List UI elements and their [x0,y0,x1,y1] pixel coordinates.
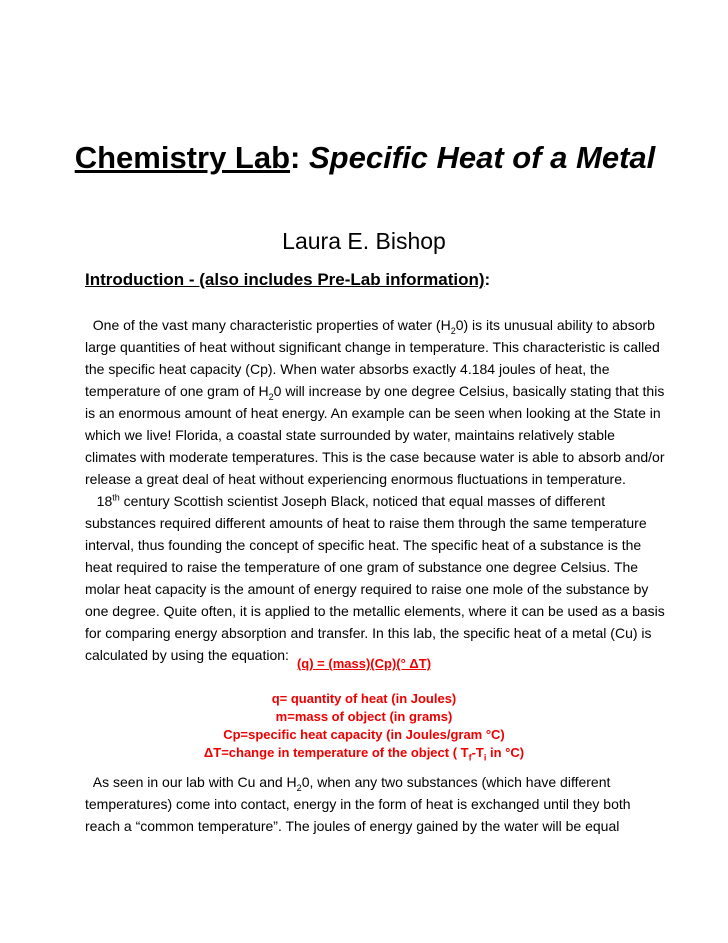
definition-delta-t-c: in °C) [486,745,525,760]
paragraph-1 [85,314,665,490]
paragraph-3 [85,771,665,837]
intro-heading-colon: : [484,270,491,289]
paragraph-2-text-b: century Scottish scientist Joseph Black, noticed that equal masses of different substances required different amounts of heat to raise them through the same temperature interval, thus founding the concept of specific heat. The specific heat of a substance is the heat required to raise the temperature of one gram of substance one degree Celsius. The molar heat capacity is the amount of energy required to raise one mole of the substance by one degree. Quite often, it is applied to the metallic elements, where it can be used as a basis for comparing energy absorption and transfer. In this lab, the specific heat of a metal (Cu) is calculated by using the equation: [85,493,665,663]
paragraph-2-superscript: th [112,492,120,503]
intro-body [85,314,665,666]
paragraph-1-text-a: One of the vast many characteristic properties of water (H [85,317,451,333]
title-subtitle: Specific Heat of a Metal [309,140,656,175]
title-colon: : [290,140,301,175]
author-name: Laura E. Bishop [282,228,446,254]
page-title [60,138,670,178]
intro-heading [85,269,490,291]
definition-delta-t-sub-i: i [483,752,487,763]
definition-delta-t-sub-f: f [468,752,472,763]
intro-heading-label: Introduction - (also includes Pre-Lab information) [85,270,485,289]
definition-delta-t [0,744,728,762]
paragraph-1-text-b: 0) is its unusual ability to absorb large quantities of heat without significant change in temperature. This characteristic is called the specific heat capacity (Cp). When water absorbs exactly 4.184 joules of heat, the temperature of one gram of H [85,317,660,399]
definition-cp: Cp=specific heat capacity (in Joules/gram °C) [223,727,505,742]
paragraph-1-subscript-2: 2 [268,391,274,402]
paragraph-3-subscript: 2 [296,782,302,793]
closing-body [85,771,665,837]
definition-delta-t-b: -T [471,745,484,760]
paragraph-3-text-a: As seen in our lab with Cu and H [85,774,297,790]
definition-delta-t-a: ΔT=change in temperature of the object ( T [203,745,469,760]
paragraph-3-text-b: 0, when any two substances (which have different temperatures) come into contact, energy in the form of heat is exchanged until they both reach a “common temperature”. The joules of energy gained by the water will be equal [85,774,631,834]
paragraph-1-text-c: 0 will increase by one degree Celsius, basically stating that this is an enormous amount of heat energy. An example can be seen when looking at the State in which we live! Florida, a coastal state surrounded by water, maintains relatively stable climates with moderate temperatures. This is the case because water is able to absorb and/or release a great deal of heat without experiencing enormous fluctuations in temperature. [85,383,665,487]
variable-definitions [0,690,728,762]
paragraph-2 [85,490,665,666]
equation [0,656,728,671]
paragraph-1-subscript-1: 2 [450,325,456,336]
definition-m: m=mass of object (in grams) [275,709,453,724]
definition-q: q= quantity of heat (in Joules) [271,691,457,706]
title-main: Chemistry Lab [74,140,291,175]
equation-text: (q) = (mass)(Cp)(° ΔT) [296,656,432,671]
paragraph-2-text-a: 18 [85,493,113,509]
